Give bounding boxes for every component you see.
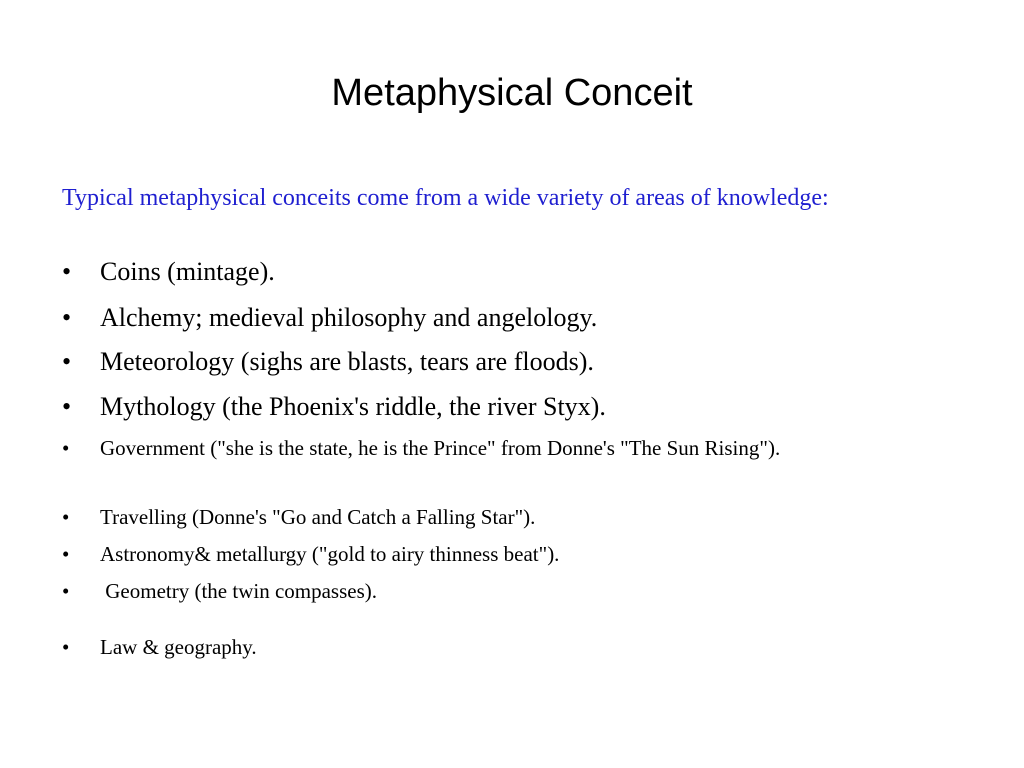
bullet-icon: •: [62, 392, 72, 421]
bullet-item-astronomy: [62, 539, 952, 569]
bullet-item-geometry: [62, 576, 952, 606]
bullet-item-alchemy: [62, 303, 952, 333]
bullet-text: Travelling (Donne's "Go and Catch a Falling Star").: [100, 505, 536, 529]
bullet-item-law: [62, 632, 952, 662]
bullet-item-mythology: [62, 392, 952, 422]
bullet-icon: •: [62, 303, 72, 332]
bullet-text: Meteorology (sighs are blasts, tears are floods).: [100, 347, 594, 376]
bullet-text: Geometry (the twin compasses).: [100, 579, 378, 603]
intro-text: Typical metaphysical conceits come from a wide variety of areas of knowledge:: [62, 185, 829, 211]
slide-title: Metaphysical Conceit: [331, 72, 693, 114]
bullet-text: Coins (mintage).: [100, 257, 275, 286]
bullet-item-travelling: [62, 502, 952, 532]
bullet-item-government: [62, 433, 952, 463]
bullet-icon: •: [62, 347, 72, 376]
bullet-text: Law & geography.: [100, 635, 257, 659]
bullet-item-meteorology: [62, 347, 952, 377]
bullet-icon: •: [62, 542, 70, 566]
bullet-text: Mythology (the Phoenix's riddle, the river Styx).: [100, 392, 606, 421]
bullet-icon: •: [62, 579, 70, 603]
bullet-icon: •: [62, 635, 70, 659]
bullet-icon: •: [62, 436, 70, 460]
bullet-text: Government ("she is the state, he is the Prince" from Donne's "The Sun Rising").: [100, 436, 781, 460]
bullet-icon: •: [62, 257, 72, 286]
bullet-icon: •: [62, 505, 70, 529]
bullet-text: Astronomy& metallurgy ("gold to airy thinness beat").: [100, 542, 560, 566]
bullet-text: Alchemy; medieval philosophy and angelology.: [100, 303, 598, 332]
bullet-item-coins: [62, 257, 952, 287]
